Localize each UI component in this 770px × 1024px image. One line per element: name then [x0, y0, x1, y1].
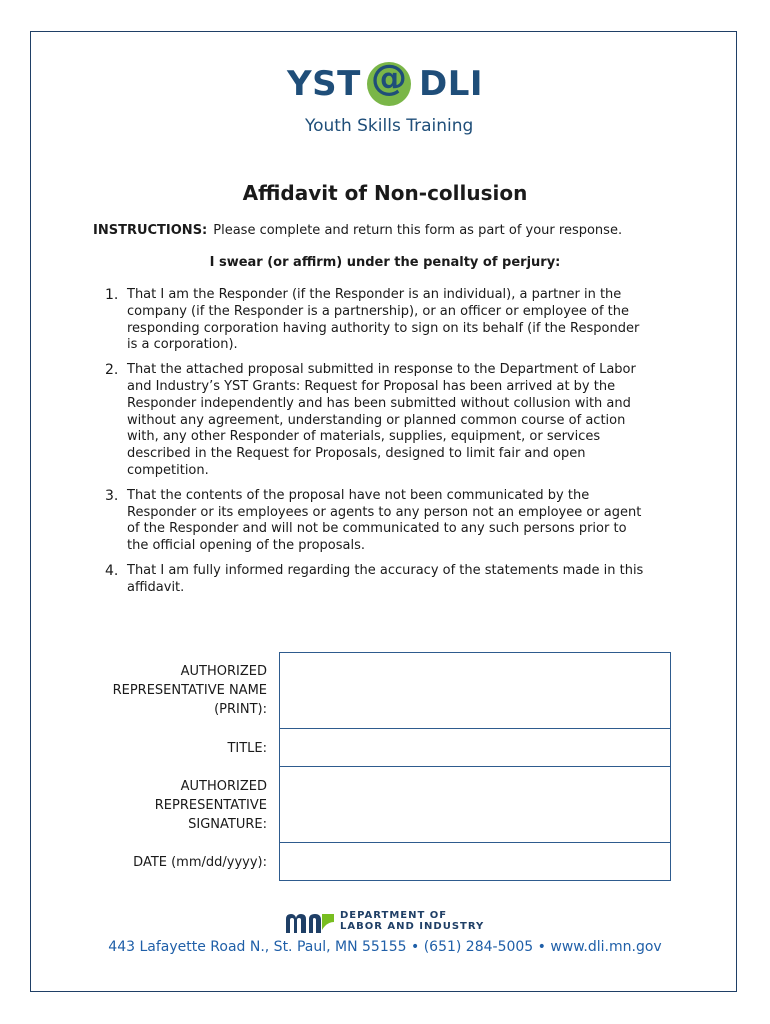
document-title: Affidavit of Non-collusion [242, 181, 528, 205]
date-row [93, 843, 671, 881]
footer-address: 443 Lafayette Road N., St. Paul, MN 55155 • (651) 284-5005 • www.dli.mn.gov [108, 939, 662, 955]
yst-dli-logo [287, 58, 487, 144]
dept-name [340, 910, 484, 932]
logo-dli-text: DLI [419, 64, 484, 104]
title-row [93, 729, 671, 767]
affidavit-items [100, 287, 685, 605]
signature-label-line: REPRESENTATIVE [154, 797, 267, 813]
logo-subtitle: Youth Skills Training [305, 116, 474, 136]
instructions-label: INSTRUCTIONS: [93, 223, 208, 238]
date-field[interactable] [279, 843, 671, 881]
date-label [93, 843, 273, 881]
signature-form [93, 652, 671, 881]
item-number: 3. [105, 487, 119, 504]
item-number: 1. [105, 287, 119, 303]
name-field[interactable] [279, 652, 671, 729]
title-field[interactable] [279, 729, 671, 767]
list-item [100, 287, 685, 354]
item-text: That I am the Responder (if the Responder is an individual), a partner in the company (if the Responder is a partnership), or an officer or employee of the responding corporation having authority to sign on its behalf (if the Responder is a corporation). [127, 287, 640, 353]
signature-row [93, 767, 671, 843]
signature-label [93, 767, 273, 843]
name-row [93, 652, 671, 729]
signature-label-line: AUTHORIZED [180, 778, 267, 794]
oath-statement: I swear (or affirm) under the penalty of perjury: [209, 255, 561, 270]
item-text: That the attached proposal submitted in response to the Department of Labor and Industry’s YST Grants: Request for Proposal has been arrived at by the Responder independently and has been submitted without collusion with and without any agreement, understanding or planned common course of action with, any other Responder of materials, supplies, equipment, or services described in the Request for Proposals, designed to limit fair and open competition. [127, 362, 636, 478]
name-label-line: AUTHORIZED [180, 664, 267, 679]
signature-field[interactable] [279, 767, 671, 843]
item-number: 2. [105, 362, 119, 379]
dept-line: LABOR AND INDUSTRY [340, 921, 485, 932]
name-label [93, 652, 273, 729]
item-text: That I am fully informed regarding the accuracy of the statements made in this affidavit. [127, 562, 644, 595]
title-label-text: TITLE: [227, 740, 267, 756]
item-number: 4. [105, 562, 119, 579]
item-text: That the contents of the proposal have not been communicated by the Responder or its employees or agents to any person not an employee or agent of the Responder and will not be communicated to any such persons prior to the official opening of the proposals. [127, 487, 642, 554]
list-item [100, 362, 685, 480]
name-label-line: REPRESENTATIVE NAME [112, 683, 267, 698]
signature-label-line: SIGNATURE: [188, 816, 267, 832]
instructions [93, 223, 622, 238]
logo-at-symbol: @ [371, 58, 407, 99]
mn-logo-icon [285, 912, 335, 934]
dli-department-logo [285, 910, 505, 936]
list-item [100, 563, 685, 597]
list-item [100, 488, 685, 555]
logo-yst-text: YST [287, 64, 361, 104]
date-label-text: DATE (mm/dd/yyyy): [133, 854, 267, 870]
name-label-line: (PRINT): [214, 702, 267, 717]
instructions-text: Please complete and return this form as part of your response. [213, 223, 623, 238]
dept-line: DEPARTMENT OF [340, 910, 448, 921]
title-label [93, 729, 273, 767]
